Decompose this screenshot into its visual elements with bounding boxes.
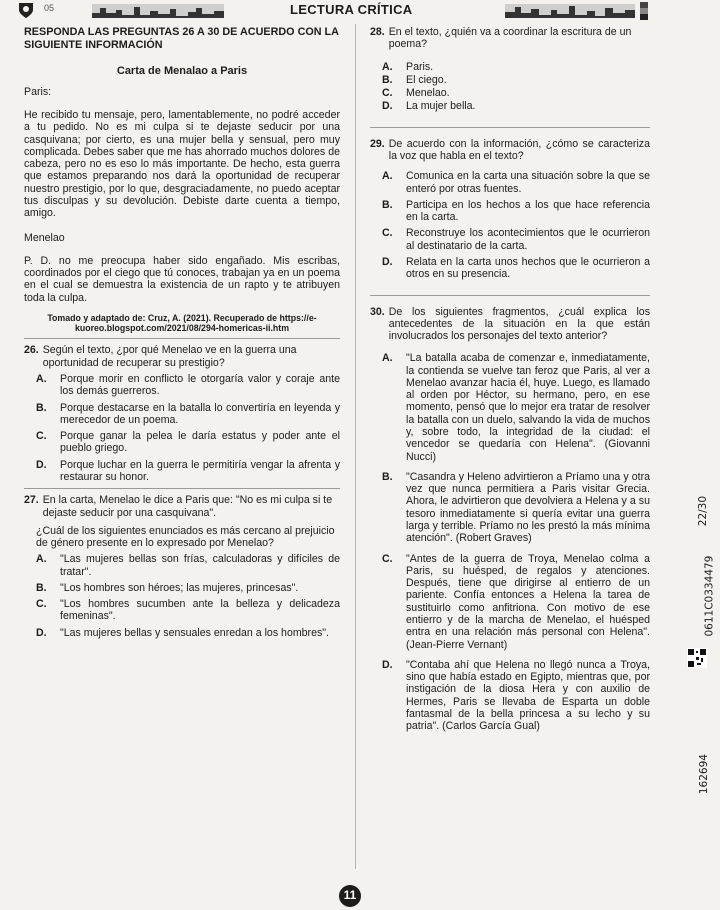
text-source: Tomado y adaptado de: Cruz, A. (2021). Recuperado de https://e-kuoreo.blogspot.com/2021/08/294-homericas-ii.htm [47,313,317,334]
letter-signature: Menelao [24,231,65,244]
answer-option-b[interactable]: B. "Casandra y Heleno advirtieron a Príamo una y otra vez que nunca permitiera a Paris visitar Grecia. Ahora, le advirtieron que devolviera a Helena y a su tesoro inmediatamente si quería evitar una guerra larga y terrible. Príamo no les prestó la más mínima atención". (Robert Graves) [382,470,650,545]
divider [24,338,340,339]
letter-title: Carta de Menalao a Paris [116,65,248,78]
question-27 [24,494,340,639]
page-code: 05 [44,3,55,13]
question-number: 29. [370,137,385,150]
page-header [0,0,720,22]
qr-code-icon [687,648,707,668]
answer-option-a[interactable]: A. Paris. [382,60,434,73]
letter-postscript: P. D. no me preocupa haber sido engañado. Mis escribas, coordinados por el ciego que tú conoces, trabajan ya en un poema en el cual se demuestra la existencia de un rapto y te atribuyen toda la culpa. [24,254,340,304]
answer-option-b[interactable]: B. Porque destacarse en la batalla lo convertiría en leyenda y merecedor de un poema. [36,401,340,426]
answer-option-d[interactable]: D. Relata en la carta unos hechos que le ocurrieron a otros en su presencia. [382,255,650,281]
side-code-question-count: 22/30 [696,495,709,527]
question-30 [370,306,650,733]
question-stem: De los siguientes fragmentos, ¿cuál explica los antecedentes de la situación en la que están involucrados los personajes del texto anterior? [388,305,650,343]
answer-option-c[interactable]: C. Menelao. [382,87,450,100]
page-number: 11 [339,885,361,907]
answer-option-d[interactable]: D. "Contaba ahí que Helena no llegó nunca a Troya, sino que había estado en Egipto, mientras que, por instigación de la diosa Hera y con auxilio de Hermes, Paris se llevaba de Esparta un doble fantasmal de la bella princesa a su lecho y su patria". (Carlos García Gual) [382,658,650,733]
answer-option-a[interactable]: A. Comunica en la carta una situación sobre la que se enteró por otras fuentes. [382,170,650,195]
divider [370,295,650,296]
skyline-banner-left-icon [92,4,224,18]
question-stem: Según el texto, ¿por qué Menelao ve en la guerra una oportunidad de recuperar su prestigio? [42,344,297,369]
skyline-banner-right-icon [505,4,635,18]
letter-salutation: Paris: [24,85,52,98]
answer-option-b[interactable]: B. "Los hombres son héroes; las mujeres, princesas". [36,581,299,594]
question-stem: En la carta, Menelao le dice a Paris que: "No es mi culpa si te dejaste seducir por una casquivana". [42,494,333,519]
institution-logo-icon [16,1,36,19]
answer-option-b[interactable]: B. Participa en los hechos a los que hace referencia en la carta. [382,198,650,224]
left-column [24,26,340,639]
answer-option-d[interactable]: D. "Las mujeres bellas y sensuales enredan a los hombres". [36,626,329,639]
divider [24,488,340,489]
answer-option-c[interactable]: C. Reconstruye los acontecimientos que le ocurrieron al destinatario de la carta. [382,227,650,252]
section-instruction: RESPONDA LAS PREGUNTAS 26 A 30 DE ACUERDO CON LA SIGUIENTE INFORMACIÓN [24,26,339,51]
question-29 [370,138,650,281]
question-stem: De acuerdo con la información, ¿cómo se caracteriza la voz que habla en el texto? [388,137,650,162]
page-title: LECTURA CRÍTICA [290,2,413,17]
side-code-serial: 162694 [697,754,710,795]
question-28 [370,26,650,113]
right-column [370,26,650,733]
question-stem-part2: ¿Cuál de los siguientes enunciados es más cercano al prejuicio de género presente en lo expresado por Menelao? [36,524,335,550]
answer-option-c[interactable]: C. "Antes de la guerra de Troya, Menelao colma a Paris, su huésped, de regalos y atenciones. Después, tiene que dirigirse al entierro de un pariente. Confía entonces a Helena la tarea de sustituirlo como anfitriona. Con motivo de ese entierro y de la marcha de Menelao, el huésped entra en una relación más personal con Helena". (Jean-Pierre Vernant) [382,552,650,651]
divider [370,127,650,128]
answer-option-c[interactable]: C. "Los hombres sucumben ante la belleza y delicadeza femeninas". [36,598,340,623]
answer-option-a[interactable]: A. "Las mujeres bellas son frías, calculadoras y difíciles de tratar". [36,553,340,578]
answer-option-a[interactable]: A. Porque morir en conflicto le otorgaría valor y coraje ante los demás guerreros. [36,372,340,398]
question-stem: En el texto, ¿quién va a coordinar la escritura de un poema? [388,26,632,51]
letter-body: He recibido tu mensaje, pero, lamentablemente, no podré acceder a tu pedido. No es mi culpa si te dejaste seducir por una casquivana; por cierto, es una mujer bella y sensual, pero muy complicada. Debes saber que me has ahorrado muchos dolores de cabeza, pero no es eso lo más importante. De hecho, esta guerra que estamos preparando nos dará la oportunidad de recuperar nuestro prestigio, por lo que, desgraciadamente, no puedo aceptar tus disculpas y su devolución. Debiste darte cuenta a tiempo, amigo. [24,109,340,220]
column-divider [355,24,356,869]
answer-option-d[interactable]: D. La mujer bella. [382,100,476,113]
question-26 [24,344,340,483]
question-number: 28. [370,26,385,38]
question-number: 26. [24,344,39,357]
question-number: 27. [24,494,39,507]
answer-option-a[interactable]: A. "La batalla acaba de comenzar e, inmediatamente, la contienda se vuelve tan feroz que Paris, al ver a Menelao avanzar hacia él, huye. Luego, es llamado al orden por Héctor, su hermano, pero, en ese momento, pensó que lo mejor era tratar de resolver la batalla con un duelo, salvando la vida de muchos y, sobre todo, la integridad de la ciudad: el vencedor se quedaría con Helena". (Giovanni Nucci) [382,352,650,463]
answer-option-c[interactable]: C. Porque ganar la pelea le daría estatus y poder ante el pueblo griego. [36,430,340,455]
answer-option-d[interactable]: D. Porque luchar en la guerra le permitiría vengar la afrenta y restaurar su honor. [36,458,340,483]
side-code-booklet: 0611C0334479 [703,555,716,637]
answer-option-b[interactable]: B. El ciego. [382,73,447,86]
question-number: 30. [370,305,385,318]
color-bar-icon [640,2,648,20]
